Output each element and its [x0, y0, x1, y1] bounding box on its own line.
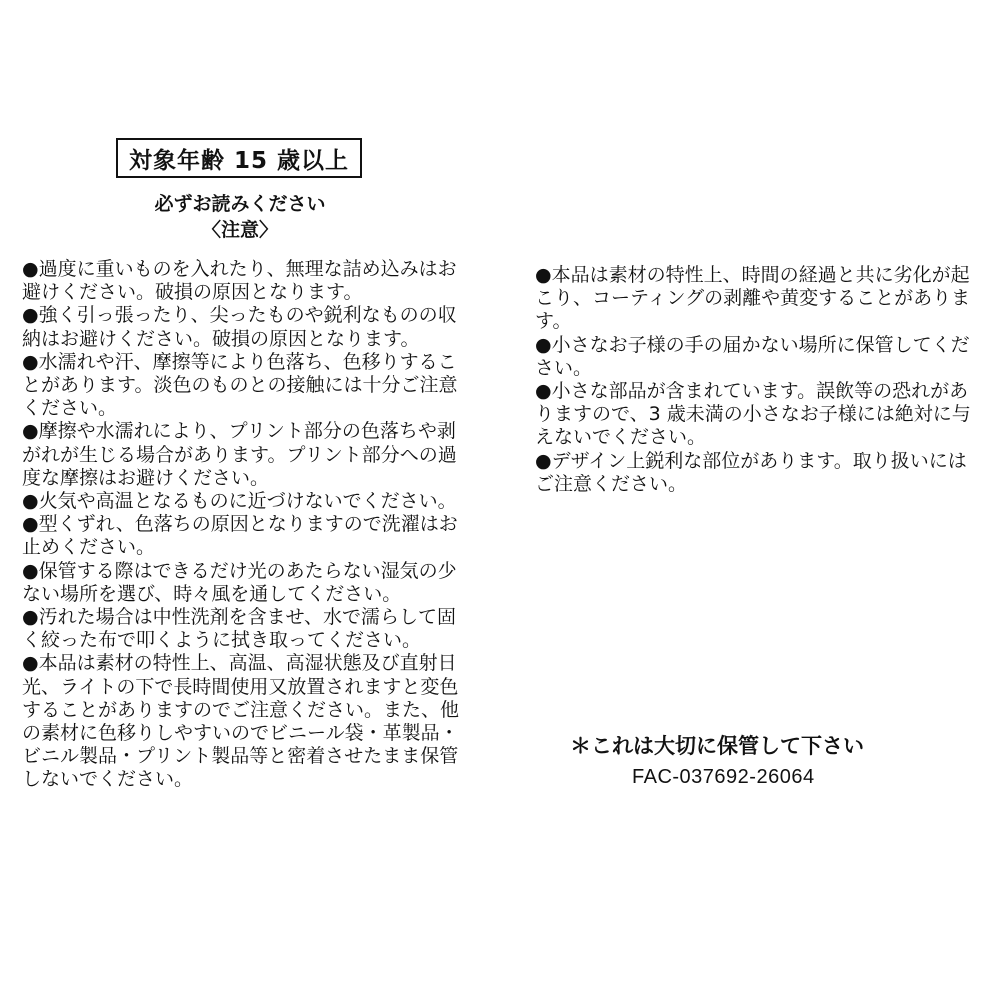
bullet-icon: ●: [22, 513, 39, 536]
bullet-icon: ●: [535, 449, 552, 472]
age-rating-label: 対象年齢 15 歳以上: [128, 147, 350, 174]
product-code: FAC-037692-26064: [632, 766, 815, 788]
notice-item: ●小さなお子様の手の届かない場所に保管してください。: [535, 333, 970, 379]
notice-item: ●火気や高温となるものに近づけないでください。: [22, 490, 457, 513]
bullet-icon: ●: [22, 652, 39, 675]
notice-item: ●汚れた場合は中性洗剤を含ませ、水で濡らして固く絞った布で叩くように拭き取ってください。: [22, 606, 457, 652]
notice-item: ●型くずれ、色落ちの原因となりますので洗濯はお止めください。: [22, 513, 458, 559]
bullet-icon: ●: [22, 420, 39, 443]
notice-item: ●本品は素材の特性上、高温、高湿状態及び直射日光、ライトの下で長時間使用又放置されますと変色することがありますのでご注意ください。また、他の素材に色移りしやすいのでビニール袋・革製品・ビニル製品・プリント製品等と密着させたまま保管しないでください。: [22, 652, 460, 791]
read-notice-title: 必ずお読みください: [154, 193, 326, 215]
bullet-icon: ●: [535, 333, 552, 356]
notice-item: ●デザイン上鋭利な部位があります。取り扱いにはご注意ください。: [535, 449, 967, 495]
notice-item: ●小さな部品が含まれています。誤飲等の恐れがありますので、3 歳未満の小さなお子様には絶対に与えないでください。: [535, 380, 971, 449]
bullet-icon: ●: [535, 264, 552, 286]
notice-item: ●摩擦や水濡れにより、プリント部分の色落ちや剥がれが生じる場合があります。プリント部分への過度な摩擦はお避けください。: [22, 420, 457, 489]
notice-item: ●保管する際はできるだけ光のあたらない湿気の少ない場所を選び、時々風を通してください。: [22, 559, 457, 605]
keep-notice: ＊これは大切に保管して下さい: [570, 734, 864, 758]
notice-item: ●過度に重いものを入れたり、無理な詰め込みはお避けください。破損の原因となります。: [22, 258, 457, 304]
age-rating-box: [116, 138, 362, 178]
notice-item: ●本品は素材の特性上、時間の経過と共に劣化が起こり、コーティングの剥離や黄変することがあります。: [535, 264, 971, 333]
bullet-icon: ●: [22, 258, 39, 280]
bullet-icon: ●: [22, 559, 39, 582]
bullet-icon: ●: [22, 606, 39, 629]
bullet-icon: ●: [22, 304, 39, 327]
bullet-icon: ●: [22, 350, 39, 373]
right-notice-column: [535, 264, 980, 496]
notice-item: ●強く引っ張ったり、尖ったものや鋭利なものの収納はお避けください。破損の原因となります。: [22, 304, 457, 350]
caution-heading: 〈注意〉: [201, 219, 278, 241]
bullet-icon: ●: [22, 490, 39, 513]
bullet-icon: ●: [535, 380, 552, 403]
notice-item: ●水濡れや汗、摩擦等により色落ち、色移りすることがあります。淡色のものとの接触には十分ご注意ください。: [22, 350, 458, 420]
left-notice-column: [22, 258, 472, 792]
